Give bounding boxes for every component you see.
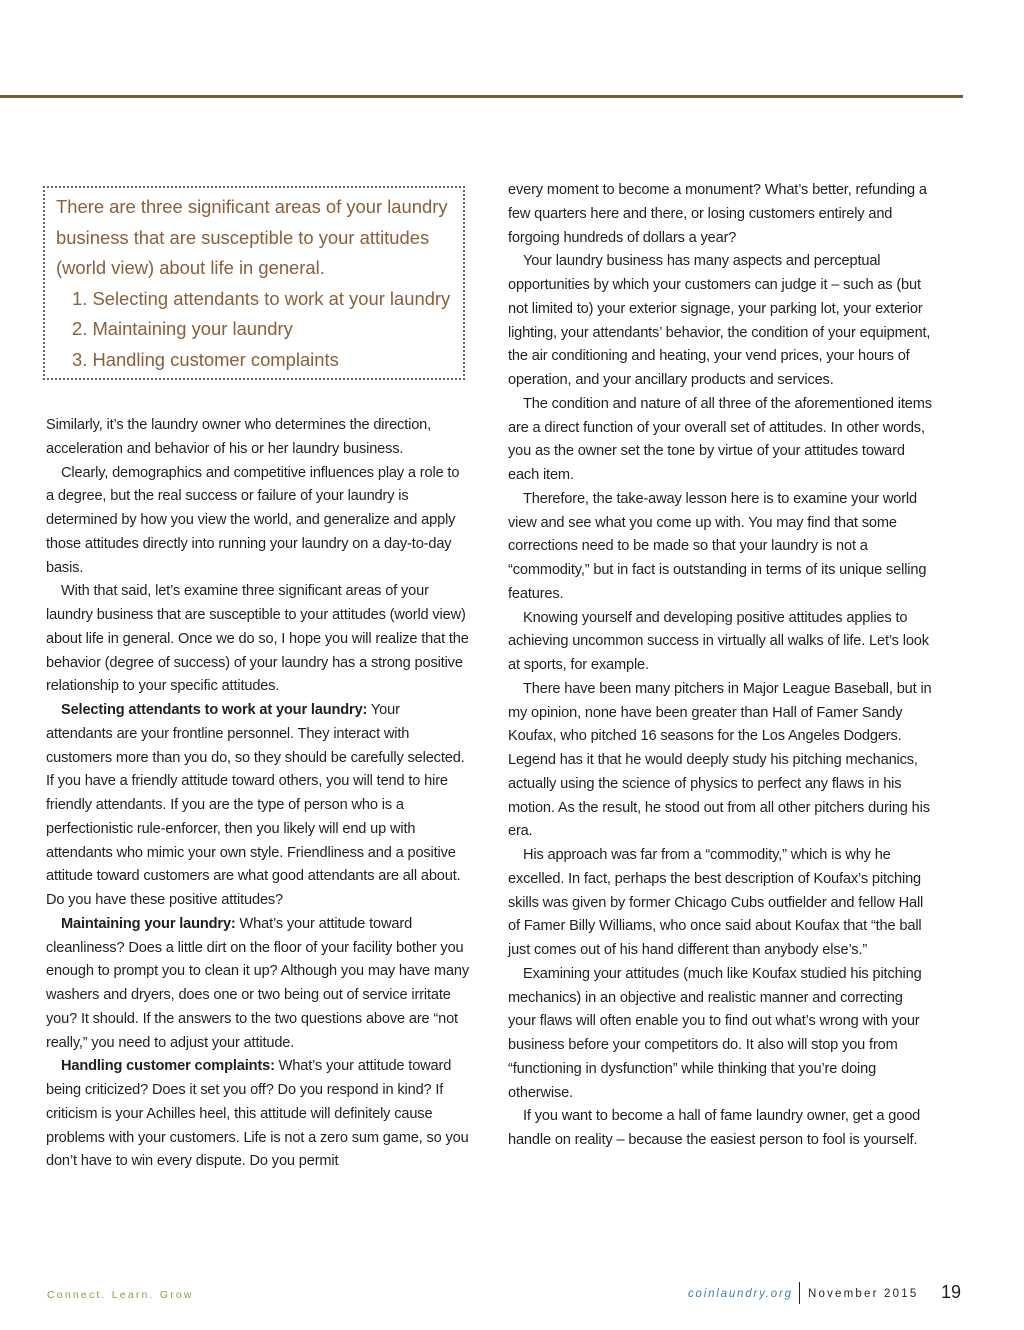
page-number: 19 (941, 1282, 962, 1302)
article-column-left (46, 414, 470, 1174)
article-section-attendants (46, 699, 470, 913)
section-heading: Maintaining your laundry: (61, 915, 236, 932)
section-body: What’s your attitude toward being criticized? Does it set you off? Do you respond in kind? If criticism is your Achilles heel, this attitude will definitely cause problems with your customers. Life is not a zero sum game, so you don’t have to win every dispute. Do you permit (46, 1058, 469, 1170)
footer-issue-date: November 2015 (808, 1288, 919, 1300)
article-section-complaints (46, 1055, 470, 1174)
article-paragraph: Examining your attitudes (much like Koufax studied his pitching mechanics) in an objective and realistic manner and correcting your flaws will often enable you to find out what’s wrong with your business before your competitors do. It also will stop you from “functioning in dysfunction” while thinking that you’re doing otherwise. (508, 965, 922, 1101)
footer-tagline: Connect. Learn. Grow (47, 1289, 194, 1301)
footer-site-link[interactable]: coinlaundry.org (688, 1288, 793, 1300)
article-paragraph: Clearly, demographics and competitive influences play a role to a degree, but the real success or failure of your laundry is determined by how you view the world, and generalize and apply those attitudes directly into running your laundry on a day-to-day basis. (46, 464, 460, 576)
article-paragraph: Knowing yourself and developing positive attitudes applies to achieving uncommon success in virtually all walks of life. Let’s look at sports, for example. (508, 609, 929, 673)
article-paragraph: If you want to become a hall of fame laundry owner, get a good handle on reality – because the easiest person to fool is yourself. (508, 1108, 921, 1148)
article-paragraph: His approach was far from a “commodity,” which is why he excelled. In fact, perhaps the best description of Koufax’s pitching skills was given by former Chicago Cubs outfielder and fellow Hall of Famer Billy Williams, who once said about Koufax that “the ball just comes out of his hand different than anybody else’s.” (508, 847, 924, 958)
article-paragraph: With that said, let’s examine three significant areas of your laundry business that are susceptible to your attitudes (world view) about life in general. Once we do so, I hope you will realize that the behavior (degree of success) of your laundry has a strong positive relationship to your specific attitudes. (46, 583, 469, 695)
section-heading: Selecting attendants to work at your laundry: (61, 702, 368, 718)
pull-quote-item: 2. Maintaining your laundry (72, 318, 293, 340)
pull-quote-intro: There are three significant areas of your laundry business that are susceptible to your attitudes (world view) about life in general. (56, 196, 448, 279)
article-paragraph: The condition and nature of all three of the aforementioned items are a direct function of your overall set of attitudes. In other words, you as the owner set the tone by virtue of your attitudes toward each item. (508, 395, 932, 483)
section-heading: Handling customer complaints: (61, 1058, 275, 1075)
article-paragraph: every moment to become a monument? What’s better, refunding a few quarters here and there, or losing customers entirely and forgoing hundreds of dollars a year? (508, 182, 927, 246)
article-paragraph: Your laundry business has many aspects and perceptual opportunities by which your customers can judge it – such as (but not limited to) your exterior signage, your parking lot, your exterior lighting, your attendants’ behavior, the condition of your equipment, the air conditioning and heating, your vend prices, your hours of operation, and your ancillary products and services. (508, 253, 931, 388)
article-paragraph: Similarly, it’s the laundry owner who determines the direction, acceleration and behavior of his or her laundry business. (46, 417, 432, 457)
section-body: Your attendants are your frontline personnel. They interact with customers more than you do, so they should be carefully selected. If you have a friendly attitude toward others, you will tend to hire friendly attendants. If you are the type of person who is a perfectionistic rule-enforcer, then you likely will end up with attendants who mimic your own style. Friendliness and a positive attitude toward customers are what good attendants are all about. Do you have these positive attitudes? (46, 702, 465, 908)
pull-quote-box (43, 186, 465, 380)
footer-divider (799, 1282, 800, 1304)
article-paragraph: There have been many pitchers in Major League Baseball, but in my opinion, none have been greater than Hall of Famer Sandy Koufax, who pitched 16 seasons for the Los Angeles Dodgers. Legend has it that he would deeply study his pitching mechanics, actually using the science of physics to perfect any flaws in his motion. As the result, he stood out from all other pitchers during his era. (508, 680, 932, 840)
article-column-right (508, 179, 932, 1153)
header-rule (0, 95, 963, 98)
section-body: What’s your attitude toward cleanliness? Does a little dirt on the floor of your facility bother you enough to prompt you to clean it up? Although you may have many washers and dryers, does one or two being out of service irritate you? It should. If the answers to the two questions above are “not really,” you need to adjust your attitude. (46, 915, 469, 1051)
pull-quote-item: 3. Handling customer complaints (72, 348, 339, 370)
pull-quote-list (56, 284, 453, 376)
article-paragraph: Therefore, the take-away lesson here is to examine your world view and see what you come up with. You may find that some corrections need to be made so that your laundry is not a “commodity,” but in fact is outstanding in terms of its unique selling features. (508, 490, 927, 602)
article-section-maintaining (46, 913, 470, 1056)
pull-quote-item: 1. Selecting attendants to work at your laundry (72, 287, 451, 309)
